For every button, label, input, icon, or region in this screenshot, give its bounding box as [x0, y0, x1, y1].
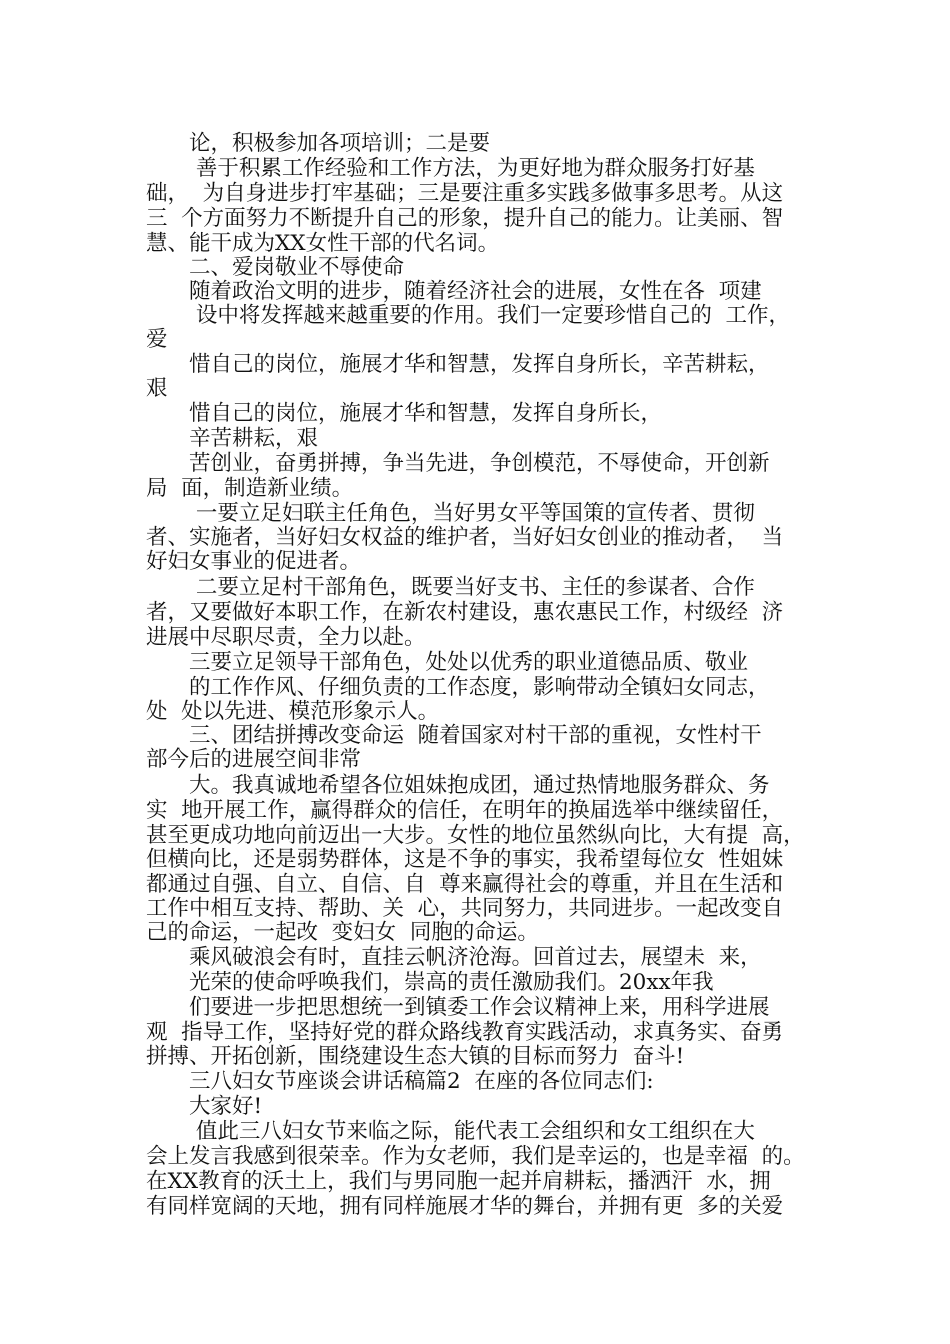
text-line: 们要进一步把思想统一到镇委工作会议精神上来，用科学进展: [146, 995, 770, 1020]
text-line: 三 个方面努力不断提升自己的形象，提升自己的能力。让美丽、智: [146, 206, 784, 231]
section-heading: 二、爱岗敬业不辱使命: [146, 255, 405, 280]
text-line: 随着政治文明的进步，随着经济社会的进展，女性在各 项建: [146, 279, 762, 304]
text-line: 的工作作风、仔细负责的工作态度，影响带动全镇妇女同志，: [146, 675, 770, 700]
text-line: 在XX教育的沃土上，我们与男同胞一起并肩耕耘，播洒汗 水，拥: [146, 1169, 771, 1194]
text-line: 大。我真诚地希望各位姐妹抱成团，通过热情地服务群众、务: [146, 773, 770, 798]
text-line: 论，积极参加各项培训；二是要: [146, 131, 491, 156]
text-line: 三要立足领导干部角色，处处以优秀的职业道德品质、敬业: [146, 650, 749, 675]
text-line: 设中将发挥越来越重要的作用。我们一定要珍惜自己的 工作，: [146, 303, 791, 328]
text-line: 辛苦耕耘，艰: [146, 426, 319, 451]
text-line: 局 面，制造新业绩。: [146, 476, 354, 501]
text-line: 慧、能干成为XX女性干部的代名词。: [146, 231, 500, 256]
text-line: 础， 为自身进步打牢基础；三是要注重多实践多做事多思考。从这: [146, 181, 784, 206]
text-line: 一要立足妇联主任角色，当好男女平等国策的宣传者、贯彻: [146, 501, 755, 526]
text-line: 进展中尽职尽责，全力以赴。: [146, 625, 426, 650]
text-line: 会上发言我感到很荣幸。作为女老师，我们是幸运的，也是幸福 的。: [146, 1144, 805, 1169]
text-line: 实 地开展工作，赢得群众的信任，在明年的换届选举中继续留任，: [146, 798, 784, 823]
text-line: 好妇女事业的促进者。: [146, 549, 362, 574]
text-line: 处 处以先进、模范形象示人。: [146, 699, 440, 724]
text-line: 者、实施者，当好妇女权益的维护者，当好妇女创业的推动者， 当: [146, 525, 784, 550]
text-line: 善于积累工作经验和工作方法，为更好地为群众服务打好基: [146, 156, 755, 181]
text-line: 都通过自强、自立、自信、自 尊来赢得社会的尊重，并且在生活和: [146, 872, 784, 897]
text-line: 艰: [146, 376, 168, 401]
text-line: 甚至更成功地向前迈出一大步。女性的地位虽然纵向比，大有提 高，: [146, 823, 805, 848]
text-line: 惜自己的岗位，施展才华和智慧，发挥自身所长，: [146, 401, 663, 426]
text-line: 者，又要做好本职工作，在新农村建设，惠农惠民工作，村级经 济: [146, 600, 784, 625]
text-line: 部今后的进展空间非常: [146, 747, 362, 772]
text-line: 苦创业，奋勇拼搏，争当先进，争创模范，不辱使命，开创新: [146, 451, 770, 476]
text-line: 但横向比，还是弱势群体，这是不争的事实，我希望每位女 性姐妹: [146, 847, 784, 872]
text-line: 己的命运，一起改 变妇女 同胞的命运。: [146, 920, 539, 945]
text-line: 二要立足村干部角色，既要当好支书、主任的参谋者、合作: [146, 575, 755, 600]
text-line: 爱: [146, 327, 168, 352]
text-line: 有同样宽阔的天地，拥有同样施展才华的舞台，并拥有更 多的关爱: [146, 1194, 784, 1219]
section-heading: 三、团结拼搏改变命运 随着国家对村干部的重视，女性村干: [146, 723, 762, 748]
text-line: 观 指导工作，坚持好党的群众路线教育实践活动，求真务实、奋勇: [146, 1020, 784, 1045]
text-line: 光荣的使命呼唤我们，崇高的责任激励我们。20xx年我: [146, 970, 714, 995]
text-line: 惜自己的岗位，施展才华和智慧，发挥自身所长，辛苦耕耘，: [146, 352, 770, 377]
text-line: 拼搏、开拓创新，围绕建设生态大镇的目标而努力 奋斗!: [146, 1044, 685, 1069]
text-line: 乘风破浪会有时，直挂云帆济沧海。回首过去，展望未 来，: [146, 945, 762, 970]
section-heading: 三八妇女节座谈会讲话稿篇2 在座的各位同志们:: [146, 1069, 654, 1094]
text-line: 值此三八妇女节来临之际，能代表工会组织和女工组织在大: [146, 1119, 755, 1144]
text-line: 工作中相互支持、帮助、关 心，共同努力，共同进步。一起改变自: [146, 896, 784, 921]
text-line: 大家好!: [146, 1094, 263, 1119]
